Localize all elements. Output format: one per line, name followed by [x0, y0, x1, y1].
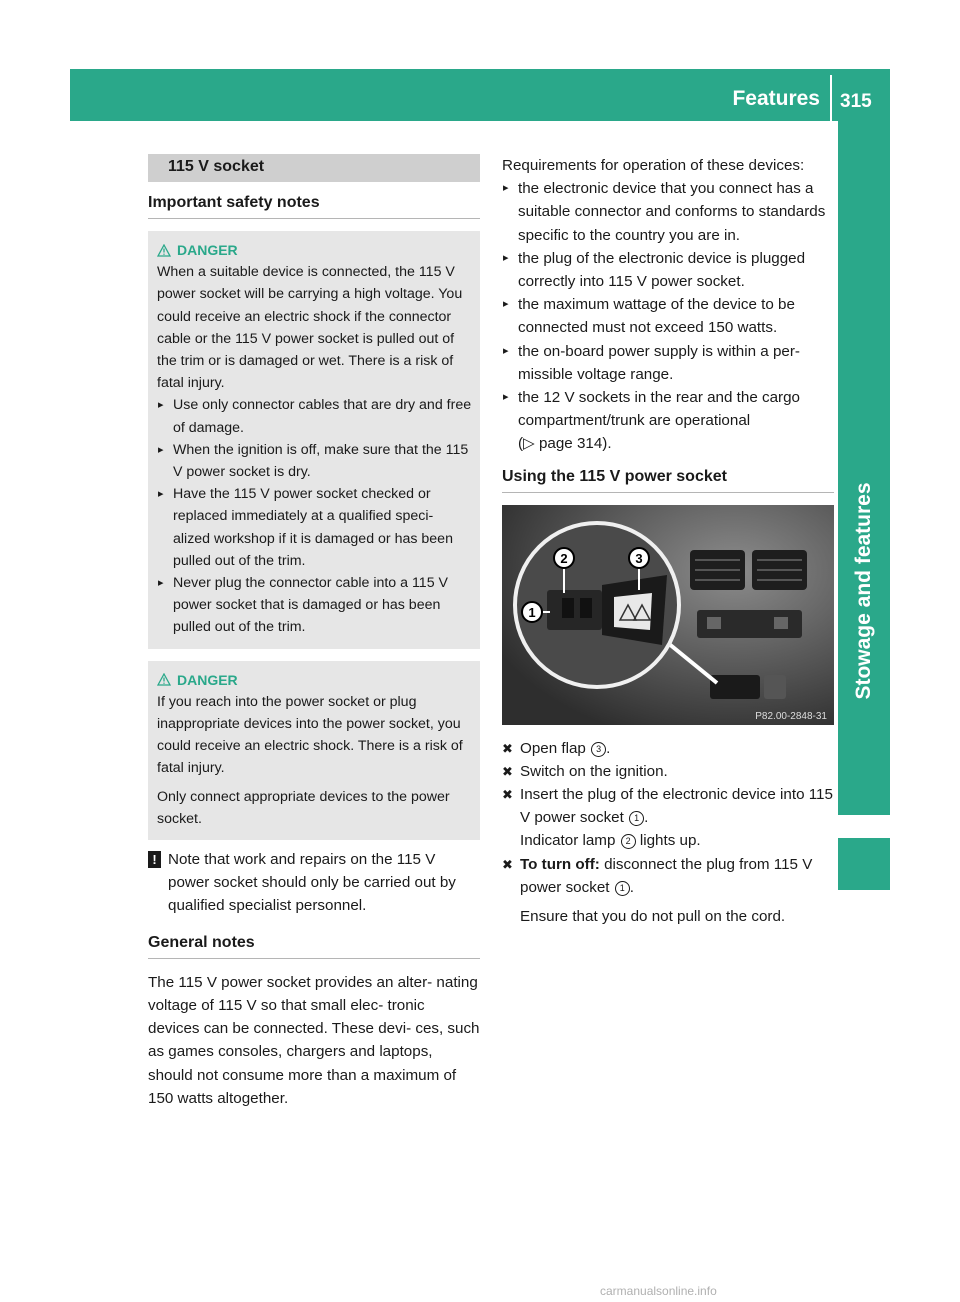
- exclamation-icon: !: [148, 851, 161, 868]
- warning-triangle-icon: [157, 244, 171, 257]
- note-text: Note that work and repairs on the 115 V power socket should only be carried out by qualified specialist personnel.: [168, 851, 456, 915]
- using-heading: Using the 115 V power socket: [502, 468, 834, 493]
- header-divider: [830, 75, 832, 121]
- list-item: ▸ the maximum wattage of the device to be connected must not exceed 150 watts.: [502, 293, 834, 339]
- callout-ref: 3: [591, 742, 606, 757]
- callout-1: 1: [528, 604, 536, 620]
- danger-paragraph-1: When a suitable device is connected, the 115 V power socket will be carrying a high voltage. You could receive an electric shock if the connector cable or the 115 V power socket is pulled out of the trim or is damaged or wet. There is a risk of fatal injury.: [157, 264, 463, 392]
- callout-2: 2: [560, 550, 568, 566]
- callout-3: 3: [635, 550, 643, 566]
- list-item: ▸ Have the 115 V power socket checked or replaced immediately at a qualified speci- alized workshop if it is damaged or has been pulled out of the trim.: [157, 483, 472, 572]
- requirements-list: [502, 177, 834, 455]
- danger-title-1: [157, 239, 472, 261]
- header-title: Features: [732, 87, 820, 110]
- callout-ref: 2: [621, 834, 636, 849]
- steps-list: [502, 737, 834, 929]
- list-item: ▸ the plug of the electronic device is plugged correctly into 115 V power socket.: [502, 247, 834, 293]
- note-block: [148, 848, 480, 918]
- page-reference-link[interactable]: (▷ page 314).: [518, 435, 612, 453]
- danger-box-1: [148, 231, 480, 649]
- danger-box-2: [148, 661, 480, 840]
- warning-triangle-icon: [157, 673, 171, 686]
- socket-photo: [502, 505, 834, 725]
- arrow-right-icon: ✖: [502, 787, 513, 803]
- arrow-right-icon: ✖: [502, 856, 513, 872]
- chapter-tab-label: Stowage and features: [852, 482, 875, 700]
- step-item: ✖ Open flap 3 .: [502, 737, 834, 760]
- danger-title-2: [157, 669, 472, 691]
- list-item: ▸ Use only connector cables that are dry and free of damage.: [157, 394, 472, 438]
- arrow-right-icon: ✖: [502, 763, 513, 779]
- right-column: [502, 154, 834, 928]
- socket-illustration: [502, 505, 834, 725]
- step-item: ✖ Insert the plug of the electronic device into 115 V power socket 1 . Indicator lamp 2 lights up.: [502, 783, 834, 853]
- page-header: [70, 69, 890, 121]
- list-item: ▸ the on-board power supply is within a per- missible voltage range.: [502, 340, 834, 386]
- safety-heading: Important safety notes: [148, 194, 480, 219]
- chapter-tab: [838, 121, 890, 815]
- danger-label-1: DANGER: [177, 242, 238, 258]
- arrow-right-icon: ✖: [502, 740, 513, 756]
- general-text: The 115 V power socket provides an alter- nating voltage of 115 V so that small elec- tronic devices can be connected. These devi- ces, such as games consoles, chargers and laptops, should not consume more than a maximum of 150 watts altogether.: [148, 973, 480, 1107]
- danger-label-2: DANGER: [177, 671, 238, 688]
- requirements-intro: Requirements for operation of these devices:: [502, 157, 805, 174]
- section-title: 115 V socket: [148, 154, 480, 182]
- list-item: ▸ When the ignition is off, make sure that the 115 V power socket is dry.: [157, 439, 472, 483]
- step-item: ✖ To turn off: disconnect the plug from 115 V power socket 1 . Ensure that you do not pull on the cord.: [502, 853, 834, 929]
- watermark: carmanualsonline.info: [600, 1284, 717, 1298]
- list-item: ▸ the electronic device that you connect has a suitable connector and conforms to standards specific to the country you are in.: [502, 177, 834, 247]
- req-last-text: the 12 V sockets in the rear and the cargo compartment/trunk are operational: [518, 389, 800, 430]
- danger-paragraph-2a: If you reach into the power socket or plug inappropriate devices into the power socket, you could receive an electric shock. There is a risk of fatal injury.: [157, 693, 463, 777]
- chapter-tab-marker: [838, 838, 890, 890]
- callout-ref: 1: [629, 811, 644, 826]
- callout-ref: 1: [615, 881, 630, 896]
- left-column: [148, 154, 480, 1110]
- danger-paragraph-2b: Only connect appropriate devices to the power socket.: [157, 788, 450, 827]
- page-number: 315: [840, 91, 872, 112]
- photo-code: P82.00-2848-31: [755, 710, 827, 722]
- list-item: ▸ Never plug the connector cable into a 115 V power socket that is damaged or has been pulled out of the trim.: [157, 572, 472, 639]
- danger-bullets-1: [157, 394, 472, 638]
- step-item: ✖ Switch on the ignition.: [502, 760, 834, 783]
- general-heading: General notes: [148, 934, 480, 959]
- list-item: [502, 386, 834, 456]
